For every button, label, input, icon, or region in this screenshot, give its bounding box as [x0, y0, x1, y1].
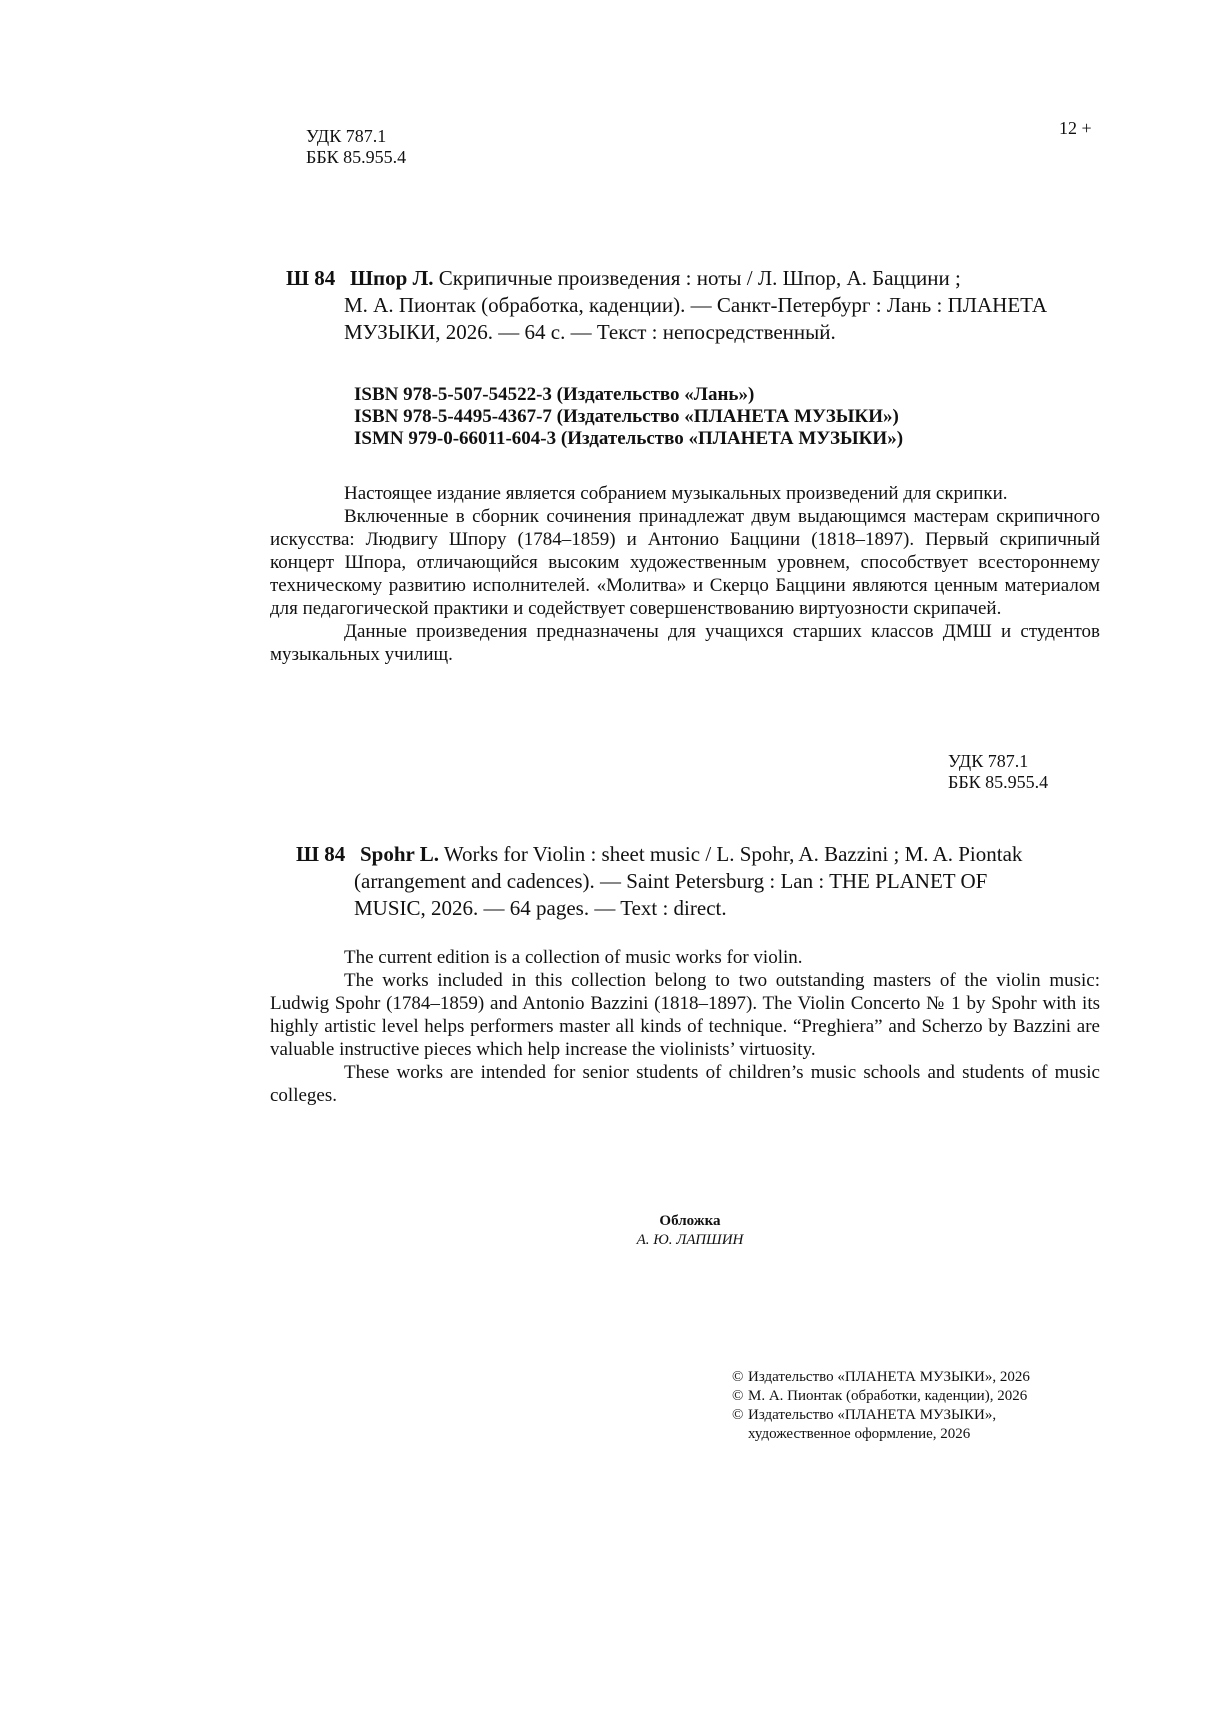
- copyright-symbol: ©: [732, 1369, 744, 1385]
- catalog-line-3: MUSIC, 2026. — 64 pages. — Text : direct.: [354, 896, 727, 920]
- copyright-item: [732, 1368, 1102, 1387]
- copyright-symbol: ©: [732, 1407, 744, 1423]
- cover-artist: А. Ю. ЛАПШИН: [636, 1232, 744, 1248]
- title-line: Works for Violin : sheet music / L. Spohr, A. Bazzini ; M. A. Piontak: [443, 842, 1023, 866]
- copyright-text: Издательство «ПЛАНЕТА МУЗЫКИ», 2026: [748, 1369, 1030, 1385]
- copyright-block: [732, 1368, 1102, 1444]
- annotation-paragraph: Включенные в сборник сочинения принадлежат двум выдающимся мастерам скрипичного искусства: Людвигу Шпору (1784–1859) и Антонио Баццини (1818–1897). Первый скрипичный концерт Шпора, отличающийся высоким художественным уровнем, способствует всестороннему техническому развитию исполнителей. «Молитва» и Скерцо Баццини являются ценным материалом для педагогической практики и содействует совершенствованию виртуозности скрипачей.: [270, 506, 1100, 619]
- author-mark: Ш 84: [296, 842, 346, 866]
- copyright-item: [732, 1387, 1102, 1406]
- catalog-line-2: М. А. Пионтак (обработка, каденции). — Санкт-Петербург : Лань : ПЛАНЕТА: [344, 293, 1048, 317]
- annotation-paragraph: The current edition is a collection of music works for violin.: [344, 947, 803, 968]
- udk-code: УДК 787.1: [306, 126, 387, 146]
- author-name: Шпор Л.: [350, 266, 434, 290]
- english-catalog-entry: [296, 841, 1096, 922]
- copyright-item: [732, 1406, 1102, 1444]
- russian-annotation: [270, 482, 1100, 666]
- cover-credit: [560, 1212, 820, 1250]
- udk-bbk-top: [306, 126, 406, 168]
- isbn-lan: ISBN 978-5-507-54522-3 (Издательство «Лань»): [354, 384, 755, 405]
- annotation-paragraph: These works are intended for senior students of children’s music schools and students of music colleges.: [270, 1062, 1100, 1106]
- copyright-text: М. А. Пионтак (обработки, каденции), 2026: [748, 1388, 1028, 1404]
- annotation-paragraph: Данные произведения предназначены для учащихся старших классов ДМШ и студентов музыкальных училищ.: [270, 621, 1100, 665]
- english-annotation: [270, 946, 1100, 1107]
- annotation-paragraph: The works included in this collection belong to two outstanding masters of the violin music: Ludwig Spohr (1784–1859) and Antonio Bazzini (1818–1897). The Violin Concerto № 1 by Spohr with its highly artistic level helps performers master all kinds of technique. “Preghiera” and Scherzo by Bazzini are valuable instructive pieces which help increase the violinists’ virtuosity.: [270, 970, 1100, 1060]
- author-name: Spohr L.: [360, 842, 439, 866]
- title-line: Скрипичные произведения : ноты / Л. Шпор, А. Баццини ;: [438, 266, 961, 290]
- copyright-symbol: ©: [732, 1388, 744, 1404]
- author-mark: Ш 84: [286, 266, 336, 290]
- age-rating: 12 +: [1059, 118, 1092, 138]
- catalog-line-3: МУЗЫКИ, 2026. — 64 с. — Текст : непосредственный.: [344, 320, 836, 344]
- udk-code: УДК 787.1: [948, 751, 1029, 771]
- bbk-code: ББК 85.955.4: [948, 772, 1049, 792]
- cover-label: Обложка: [659, 1213, 721, 1229]
- isbn-planet: ISBN 978-5-4495-4367-7 (Издательство «ПЛАНЕТА МУЗЫКИ»): [354, 406, 899, 427]
- copyright-text: Издательство «ПЛАНЕТА МУЗЫКИ», художественное оформление, 2026: [748, 1407, 997, 1442]
- udk-bbk-mid: [948, 751, 1048, 793]
- bbk-code: ББК 85.955.4: [306, 147, 407, 167]
- catalog-line-2: (arrangement and cadences). — Saint Petersburg : Lan : THE PLANET OF: [354, 869, 988, 893]
- russian-catalog-entry: [286, 265, 1086, 346]
- isbn-block: [354, 384, 903, 450]
- annotation-paragraph: Настоящее издание является собранием музыкальных произведений для скрипки.: [344, 483, 1008, 504]
- ismn-planet: ISMN 979-0-66011-604-3 (Издательство «ПЛАНЕТА МУЗЫКИ»): [354, 428, 904, 449]
